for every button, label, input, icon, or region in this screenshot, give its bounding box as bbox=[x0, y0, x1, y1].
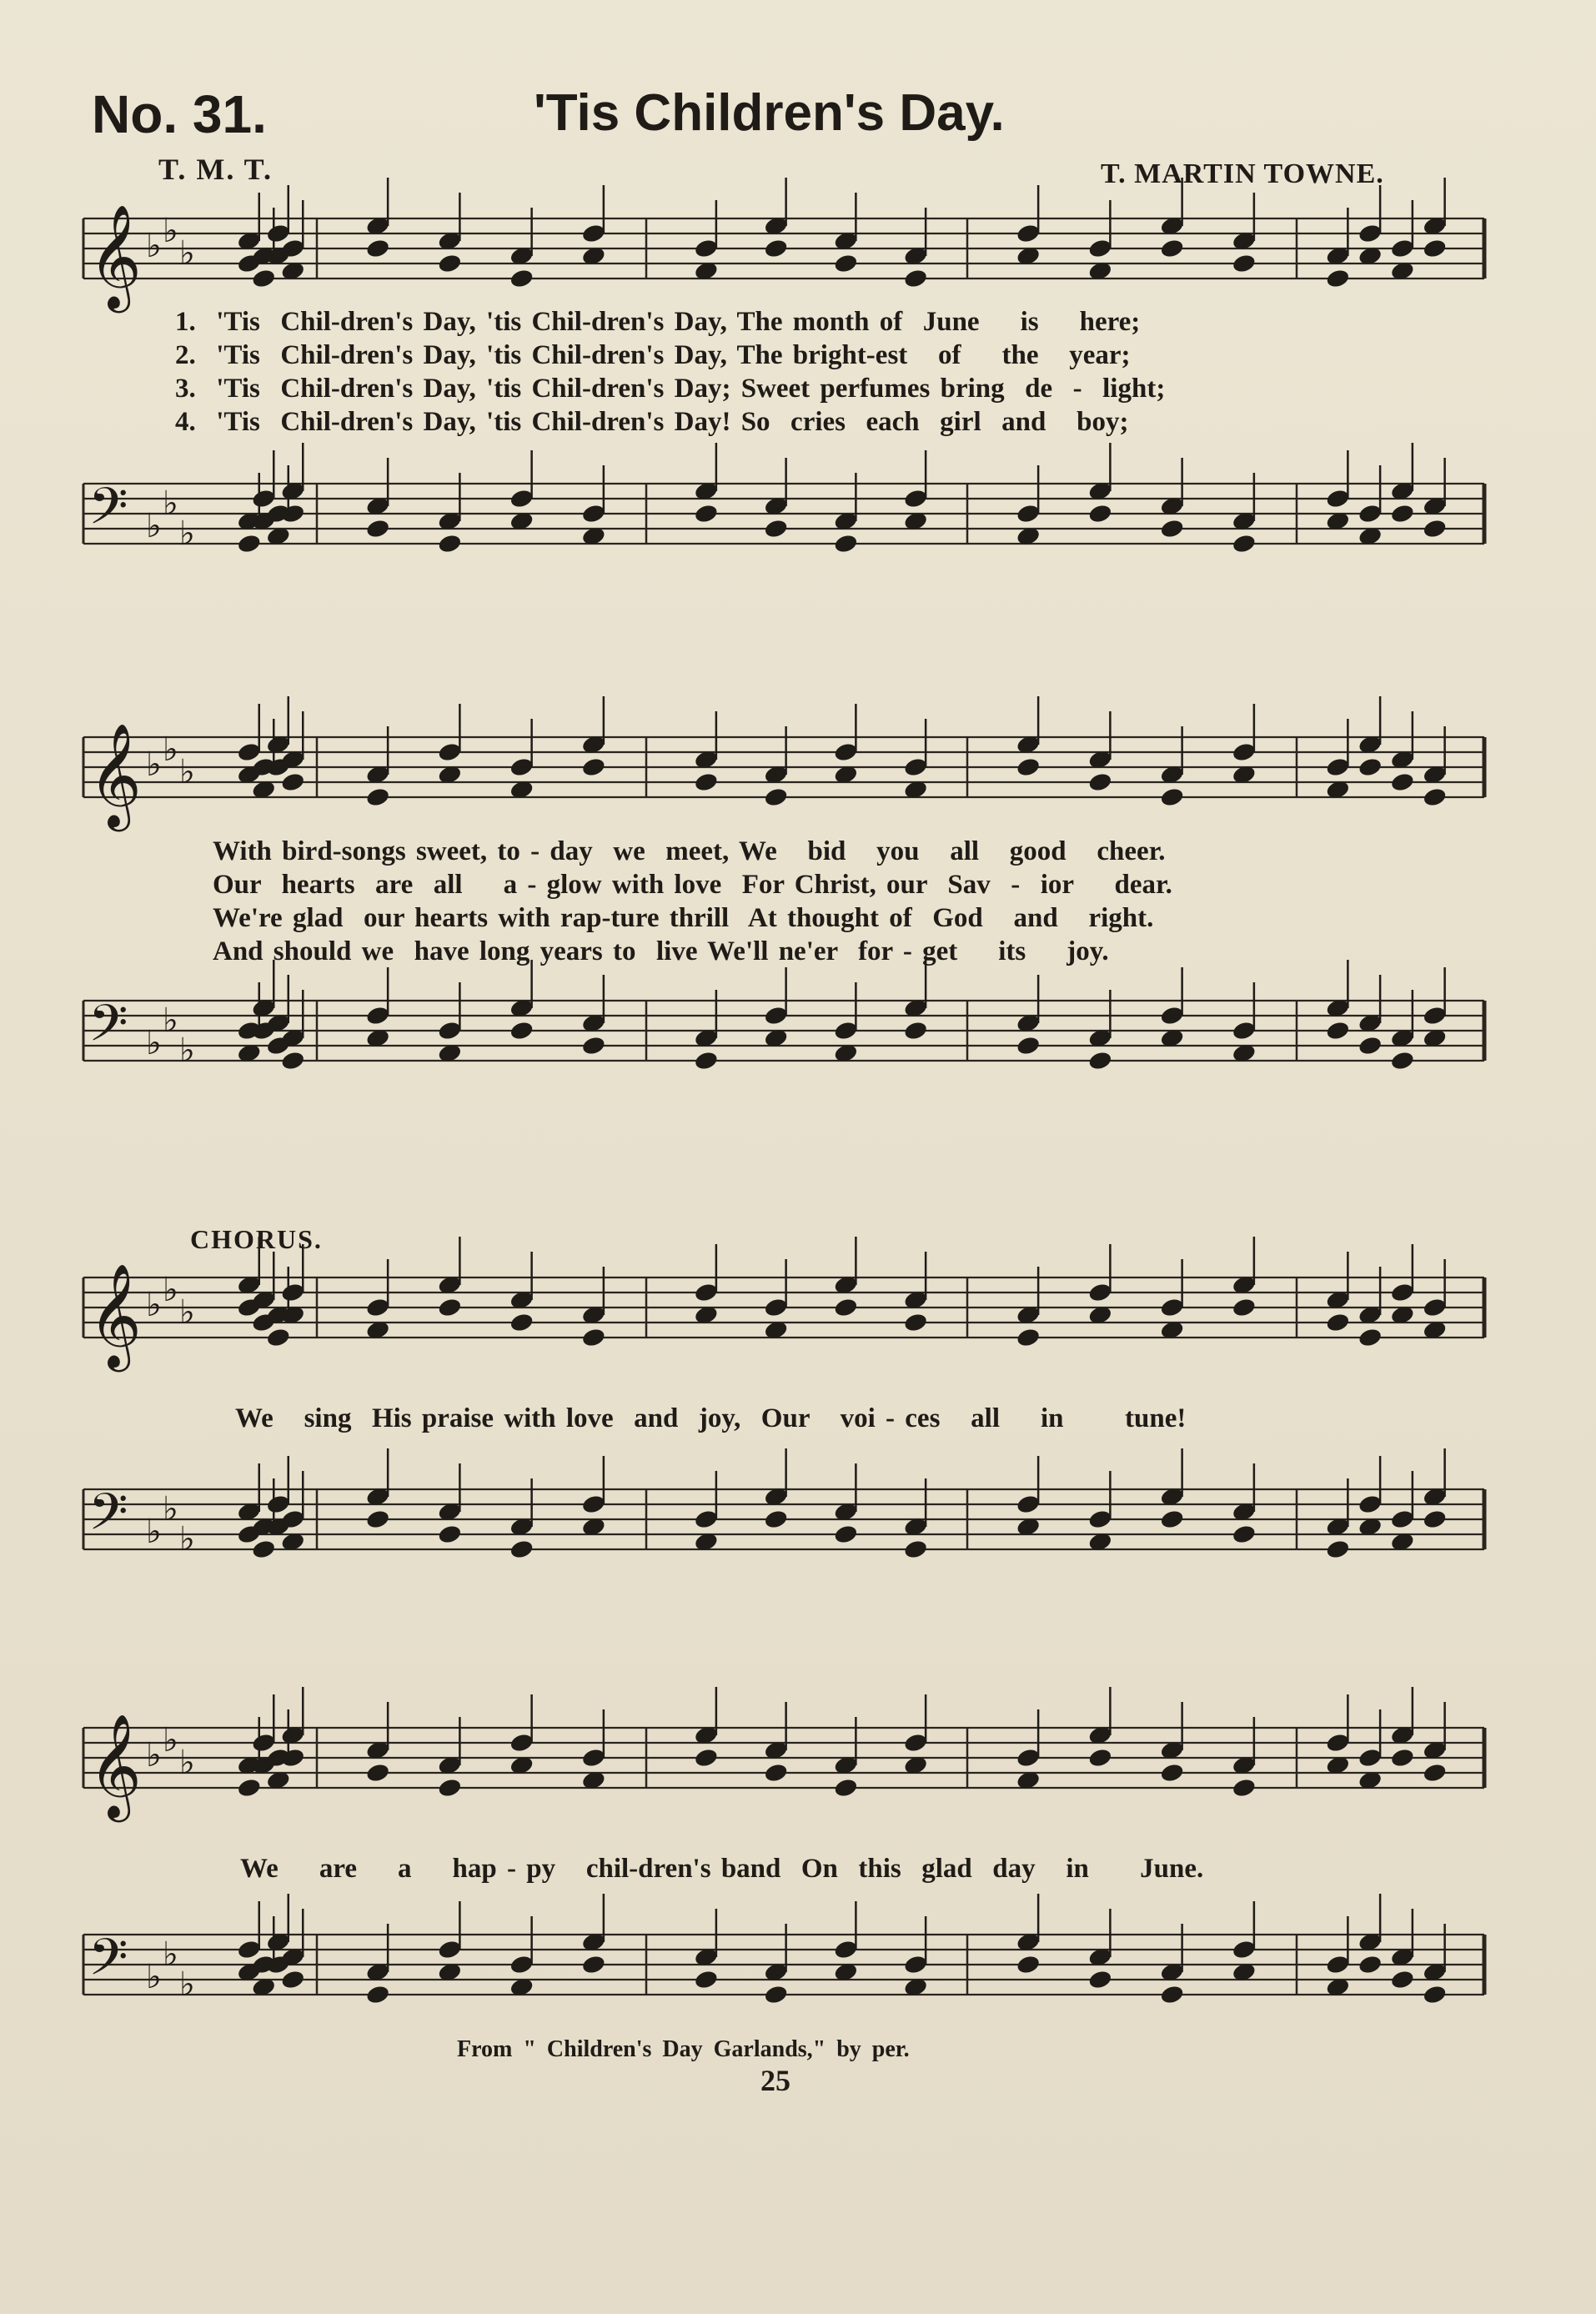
treble-staff-2 bbox=[83, 696, 1484, 831]
bass-staff-1 bbox=[83, 443, 1484, 555]
svg-text:♭: ♭ bbox=[179, 1520, 195, 1559]
svg-text:♭: ♭ bbox=[179, 1293, 195, 1332]
verse-2-line-2: Our hearts are all a - glow with love For Christ, our Sav - ior dear. bbox=[213, 870, 1172, 900]
svg-text:♭: ♭ bbox=[146, 745, 162, 784]
svg-text:♭: ♭ bbox=[163, 1001, 178, 1040]
hymn-number: No. 31. bbox=[92, 84, 267, 144]
verse-2-line-1: 2. 'Tis Chil-dren's Day, 'tis Chil-dren's Day, The bright-est of the year; bbox=[175, 340, 1131, 370]
svg-text:♭: ♭ bbox=[163, 484, 178, 523]
svg-text:♭: ♭ bbox=[179, 234, 195, 273]
chorus-label: CHORUS. bbox=[190, 1224, 323, 1254]
svg-text:♭: ♭ bbox=[163, 212, 178, 250]
verse-1-line-1: 1. 'Tis Chil-dren's Day, 'tis Chil-dren's Day, The month of June is here; bbox=[175, 307, 1141, 337]
svg-text:♭: ♭ bbox=[146, 227, 162, 265]
svg-text:𝄞: 𝄞 bbox=[88, 723, 142, 827]
svg-text:𝄢: 𝄢 bbox=[88, 477, 128, 549]
bass-staff-2 bbox=[83, 960, 1484, 1072]
svg-text:♭: ♭ bbox=[146, 1958, 162, 1996]
svg-text:♭: ♭ bbox=[179, 1744, 195, 1782]
lyricist-credit: T. M. T. bbox=[158, 153, 274, 186]
page-number: 25 bbox=[760, 2064, 790, 2097]
svg-text:♭: ♭ bbox=[179, 515, 195, 553]
svg-text:♭: ♭ bbox=[146, 1736, 162, 1774]
svg-text:𝄢: 𝄢 bbox=[88, 1483, 128, 1554]
music-system-3 bbox=[0, 1251, 1596, 1618]
svg-text:♭: ♭ bbox=[146, 1513, 162, 1551]
svg-text:♭: ♭ bbox=[163, 1490, 178, 1528]
svg-text:𝄢: 𝄢 bbox=[88, 994, 128, 1066]
treble-staff-1 bbox=[83, 178, 1484, 313]
verse-1-line-2: With bird-songs sweet, to - day we meet, We bid you all good cheer. bbox=[213, 836, 1166, 866]
source-credit: From " Children's Day Garlands," by per. bbox=[457, 2036, 910, 2062]
verse-4-line-1: 4. 'Tis Chil-dren's Day, 'tis Chil-dren's Day! So cries each girl and boy; bbox=[175, 407, 1129, 437]
svg-text:♭: ♭ bbox=[179, 1032, 195, 1070]
verse-3-line-2: We're glad our hearts with rap-ture thrill At thought of God and right. bbox=[213, 903, 1154, 933]
svg-text:♭: ♭ bbox=[179, 753, 195, 791]
svg-text:𝄞: 𝄞 bbox=[88, 1263, 142, 1368]
svg-text:♭: ♭ bbox=[163, 730, 178, 769]
svg-text:♭: ♭ bbox=[146, 507, 162, 545]
svg-text:𝄞: 𝄞 bbox=[88, 1714, 142, 1818]
chorus-lyric-2: We are a hap - py chil-dren's band On this glad day in June. bbox=[240, 1854, 1204, 1884]
composer-credit: T. MARTIN TOWNE. bbox=[1101, 158, 1384, 189]
verse-3-line-1: 3. 'Tis Chil-dren's Day, 'tis Chil-dren's Day; Sweet perfumes bring de - light; bbox=[175, 374, 1166, 404]
svg-text:♭: ♭ bbox=[163, 1271, 178, 1309]
svg-text:♭: ♭ bbox=[146, 1024, 162, 1062]
treble-staff-4 bbox=[83, 1687, 1484, 1822]
svg-text:♭: ♭ bbox=[146, 1286, 162, 1324]
hymn-title: 'Tis Children's Day. bbox=[534, 84, 1005, 142]
svg-text:♭: ♭ bbox=[179, 1965, 195, 2004]
svg-text:𝄢: 𝄢 bbox=[88, 1928, 128, 2000]
bass-staff-3 bbox=[83, 1448, 1484, 1560]
treble-staff-3 bbox=[83, 1237, 1484, 1372]
svg-text:♭: ♭ bbox=[163, 1721, 178, 1759]
svg-text:♭: ♭ bbox=[163, 1935, 178, 1974]
verse-4-line-2: And should we have long years to live We'll ne'er for - get its joy. bbox=[213, 936, 1109, 966]
chorus-lyric-1: We sing His praise with love and joy, Our voi - ces all in tune! bbox=[235, 1403, 1187, 1433]
svg-text:𝄞: 𝄞 bbox=[88, 204, 142, 309]
bass-staff-4 bbox=[83, 1894, 1484, 2005]
